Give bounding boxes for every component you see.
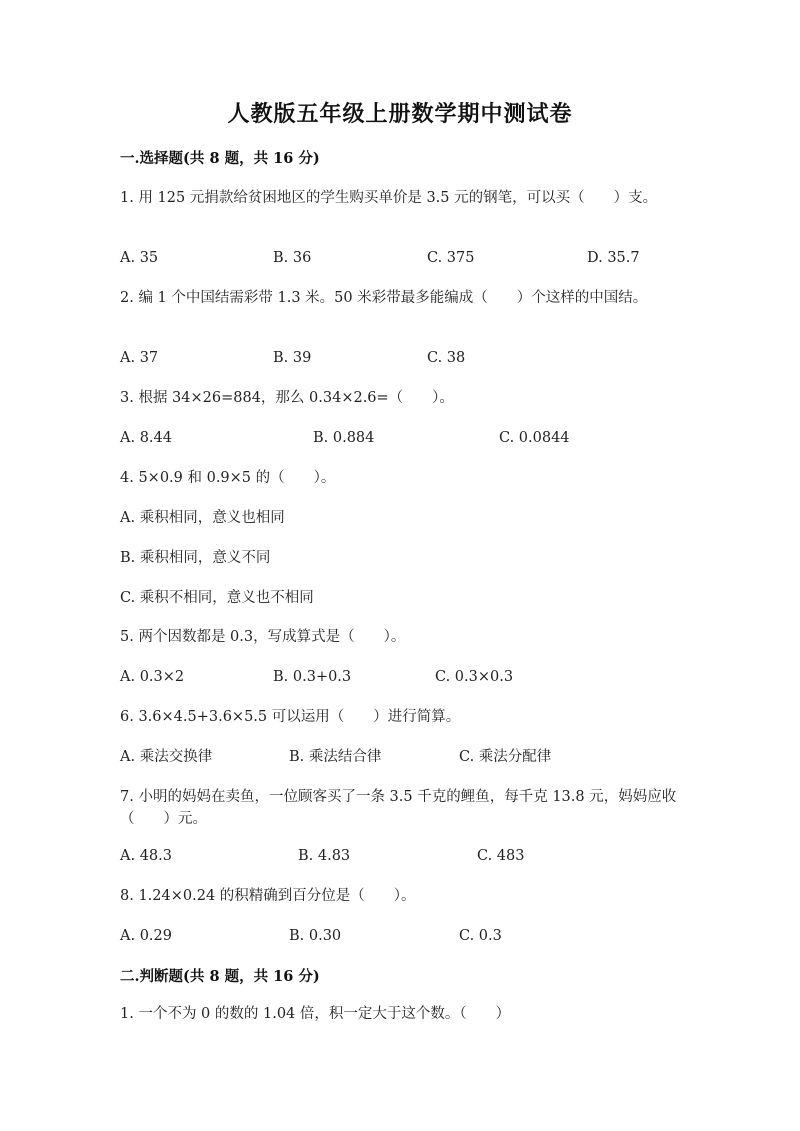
question-1-options: [120, 247, 720, 269]
question-5: 5. 两个因数都是 0.3，写成算式是（ ）。: [120, 629, 406, 645]
page-title: 人教版五年级上册数学期中测试卷: [227, 101, 573, 127]
option-c: C. 0.3×0.3: [435, 669, 514, 685]
option-b: B. 0.3+0.3: [273, 669, 352, 685]
option-b: B. 乘积相同，意义不同: [120, 550, 271, 566]
option-a: A. 乘积相同，意义也相同: [120, 510, 285, 526]
option-b: B. 36: [273, 250, 312, 266]
section-heading-multiple-choice: 一.选择题(共 8 题，共 16 分): [120, 150, 320, 167]
question-6-options: [120, 746, 720, 768]
option-d: D. 35.7: [587, 250, 640, 266]
option-a: A. 8.44: [120, 430, 172, 446]
option-b: B. 4.83: [298, 848, 351, 864]
option-a: A. 0.29: [120, 928, 172, 944]
option-c: C. 乘法分配律: [459, 749, 552, 765]
question-2-options: [120, 347, 720, 369]
option-c: C. 0.3: [459, 928, 502, 944]
option-b: B. 乘法结合律: [289, 749, 382, 765]
option-a: A. 乘法交换律: [120, 749, 213, 765]
question-3-options: [120, 427, 720, 449]
tf-question-1: 1. 一个不为 0 的数的 1.04 倍，积一定大于这个数。（ ）: [120, 1006, 511, 1022]
question-8: 8. 1.24×0.24 的积精确到百分位是（ ）。: [120, 888, 416, 904]
question-7: 7. 小明的妈妈在卖鱼，一位顾客买了一条 3.5 千克的鲤鱼，每千克 13.8 元，妈妈应收（ ）元。: [120, 789, 677, 827]
option-c: C. 乘积不相同，意义也不相同: [120, 590, 314, 606]
option-b: B. 39: [273, 350, 312, 366]
question-2: 2. 编 1 个中国结需彩带 1.3 米。50 米彩带最多能编成（ ）个这样的中国结。: [120, 290, 648, 306]
section-heading-true-false: 二.判断题(共 8 题，共 16 分): [120, 968, 320, 985]
question-8-options: [120, 925, 720, 947]
option-a: A. 48.3: [120, 848, 172, 864]
question-5-options: [120, 666, 720, 688]
option-c: C. 375: [427, 250, 475, 266]
option-a: A. 37: [120, 350, 159, 366]
option-c: C. 38: [427, 350, 466, 366]
option-c: C. 0.0844: [499, 430, 570, 446]
question-7-options: [120, 845, 720, 867]
question-3: 3. 根据 34×26=884，那么 0.34×2.6=（ ）。: [120, 390, 454, 406]
option-a: A. 0.3×2: [120, 669, 185, 685]
option-b: B. 0.884: [313, 430, 375, 446]
option-a: A. 35: [120, 250, 159, 266]
option-b: B. 0.30: [289, 928, 342, 944]
question-6: 6. 3.6×4.5+3.6×5.5 可以运用（ ）进行简算。: [120, 709, 461, 725]
question-1: 1. 用 125 元捐款给贫困地区的学生购买单价是 3.5 元的钢笔，可以买（ ）支。: [120, 190, 658, 206]
option-c: C. 483: [477, 848, 525, 864]
question-4: 4. 5×0.9 和 0.9×5 的（ ）。: [120, 470, 336, 486]
